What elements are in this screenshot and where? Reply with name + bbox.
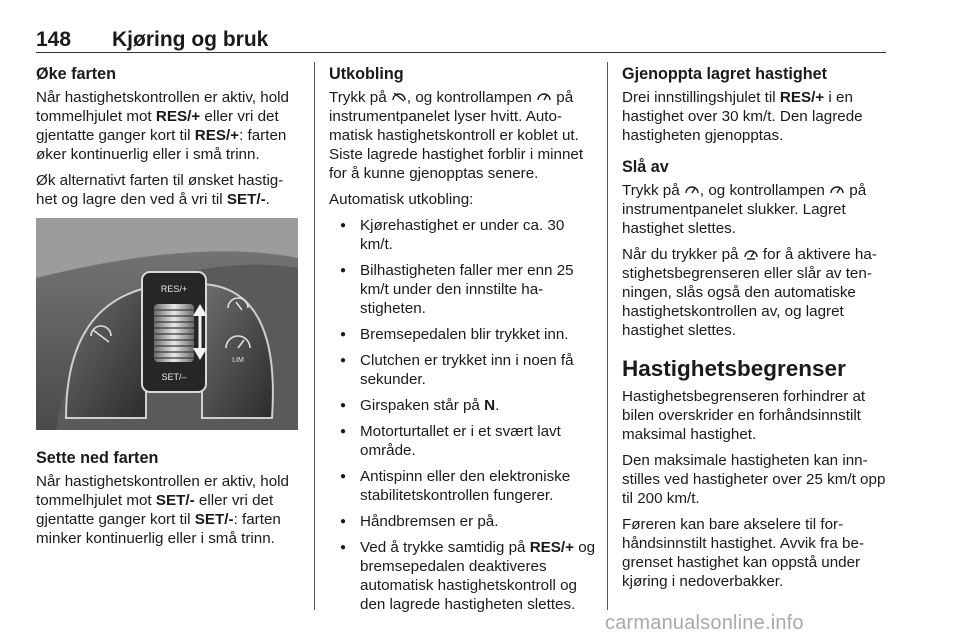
paragraph: Trykk på , og kontrollampen på instrumentpanelet lyser hvitt. Auto- matisk hastighetskontroll er koblet ut. Siste lagrede hastighet forblir i minnet for å kunne gjenopptas senere.: [329, 89, 584, 182]
paragraph: Når du trykker på for å aktivere ha- stighetsbegrenseren eller slår av ten- ningen, slås også den automatiske hastighetskontrollen av, og lagret hastighet slettes.: [622, 246, 877, 339]
auto-deactivation-list: [329, 216, 597, 614]
cruise-lamp-icon: [684, 183, 700, 196]
column-2: [329, 64, 597, 621]
column-3: [622, 64, 888, 598]
paragraph: Trykk på , og kontrollampen på instrumentpanelet slukker. Lagret hastighet slettes.: [622, 182, 867, 237]
column-divider-1: [314, 62, 315, 610]
speed-limiter-icon: [743, 247, 759, 260]
paragraph: Føreren kan bare akselere til for- håndsinnstilt hastighet. Avvik fra be- grenset hastighet kan oppstå under kjøring i nedoverbakker.: [622, 516, 865, 590]
paragraph: Hastighetsbegrenseren forhindrer at bilen overskrider en forhåndsinnstilt maksimal hastighet.: [622, 388, 866, 443]
list-item: ● Motorturtallet er i et svært lavt område.: [329, 422, 597, 460]
steering-wheel-controls-illustration: [36, 218, 298, 430]
page-header: [36, 28, 886, 52]
page-number: 148: [36, 28, 72, 51]
cruise-cancel-icon: [391, 90, 407, 103]
header-rule: [36, 52, 886, 53]
paragraph: Automatisk utkobling:: [329, 191, 474, 208]
list-item: ● Bilhastigheten faller mer enn 25 km/t under den innstilte ha- stigheten.: [329, 261, 597, 318]
cruise-lamp-icon: [536, 90, 552, 103]
lim-label: LIM: [232, 357, 244, 364]
paragraph: Når hastighetskontrollen er aktiv, hold tommelhjulet mot RES/+ eller vri det gjentatte ganger kort til RES/+: farten øker kontinuerlig eller i små trinn.: [36, 89, 289, 163]
list-item: ● Kjørehastighet er under ca. 30 km/t.: [329, 216, 597, 254]
list-item: ● Girspaken står på N.: [329, 396, 597, 415]
section-heading-speed-limiter: Hastighetsbegrenser: [622, 356, 846, 381]
paragraph: Den maksimale hastigheten kan inn- stilles ved hastigheter over 25 km/t opp til 200 km/t.: [622, 452, 886, 507]
section-heading-switch-off: Slå av: [622, 158, 669, 176]
cruise-lamp-icon: [829, 183, 845, 196]
paragraph: Når hastighetskontrollen er aktiv, hold tommelhjulet mot SET/- eller vri det gjentatte ganger kort til SET/-: farten minker kontinuerlig eller i små trinn.: [36, 473, 289, 547]
column-1: [36, 64, 300, 555]
paragraph: Drei innstillingshjulet til RES/+ i en hastighet over 30 km/t. Den lagrede hastigheten gjenopptas.: [622, 89, 863, 144]
section-heading-increase-speed: Øke farten: [36, 65, 117, 83]
set-label: SET/–: [161, 372, 187, 382]
res-label: RES/+: [160, 284, 188, 294]
list-item: ● Clutchen er trykket inn i noen få sekunder.: [329, 351, 597, 389]
column-divider-2: [607, 62, 608, 610]
list-item: ● Antispinn eller den elektroniske stabilitetskontrollen fungerer.: [329, 467, 597, 505]
list-item: ● Håndbremsen er på.: [329, 512, 597, 531]
list-item: ● Bremsepedalen blir trykket inn.: [329, 325, 597, 344]
watermark: carmanualsonline.info: [605, 612, 804, 634]
list-item: ● Ved å trykke samtidig på RES/+ og bremsepedalen deaktiveres automatisk hastighetskontroll og den lagrede hastigheten slettes.: [329, 538, 597, 614]
section-heading-decrease-speed: Sette ned farten: [36, 449, 159, 467]
section-heading-deactivation: Utkobling: [329, 65, 404, 83]
page-title: Kjøring og bruk: [112, 28, 269, 51]
paragraph: Øk alternativt farten til ønsket hastig- het og lagre den ved å vri til SET/-.: [36, 172, 284, 208]
section-heading-resume-speed: Gjenoppta lagret hastighet: [622, 65, 828, 83]
